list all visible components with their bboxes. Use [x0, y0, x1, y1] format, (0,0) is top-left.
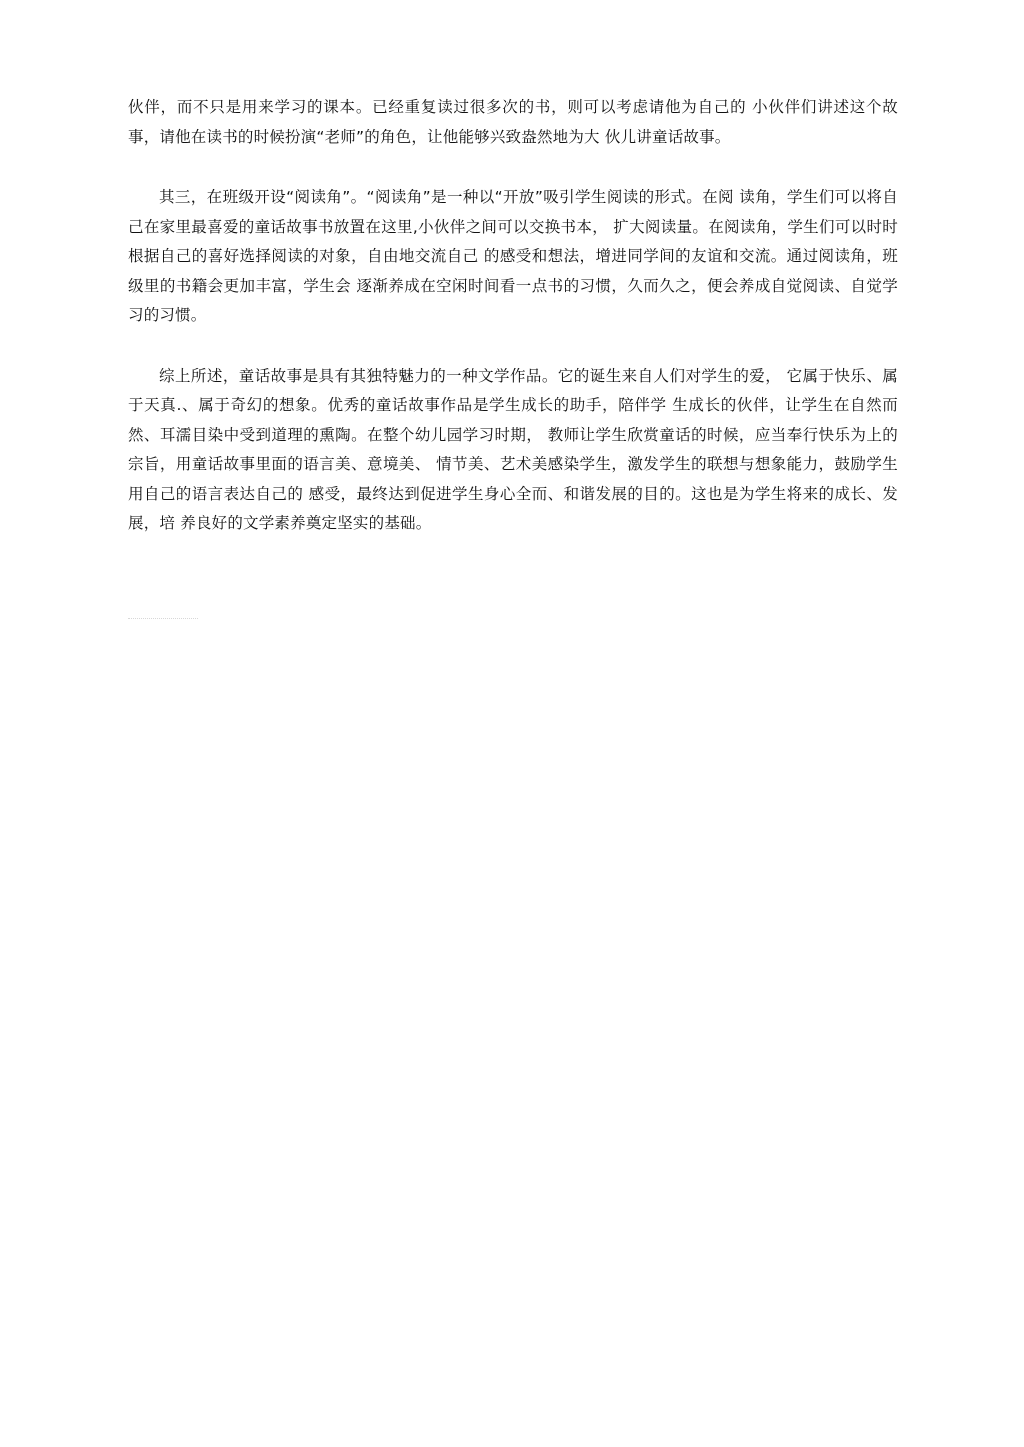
- paragraph-continuation: 伙伴，而不只是用来学习的课本。已经重复读过很多次的书，则可以考虑请他为自己的 小伙伴们讲述这个故事，请他在读书的时候扮演“老师”的角色，让他能够兴致盎然地为大 伙儿讲童话故事。: [128, 98, 898, 146]
- paragraph-gap: [128, 152, 898, 183]
- paragraph-gap: [128, 331, 898, 362]
- document-body: [128, 93, 898, 539]
- paragraph-reading-corner: 其三，在班级开设“阅读角”。“阅读角”是一种以“开放”吸引学生阅读的形式。在阅 读角，学生们可以将自己在家里最喜爱的童话故事书放置在这里,小伙伴之间可以交换书本， 扩大阅读量。在阅读角，学生们可以时时根据自己的喜好选择阅读的对象，自由地交流自己 的感受和想法，增进同学间的友谊和交流。通过阅读角，班级里的书籍会更加丰富，学生会 逐渐养成在空闲时间看一点书的习惯，久而久之，便会养成自觉阅读、自觉学习的习惯。: [128, 188, 898, 324]
- scan-artifact-divider: [128, 618, 198, 620]
- paragraph-conclusion: 综上所述，童话故事是具有其独特魅力的一种文学作品。它的诞生来自人们对学生的爱， 它属于快乐、属于天真.、属于奇幻的想象。优秀的童话故事作品是学生成长的助手，陪伴学 生成长的伙伴，让学生在自然而然、耳濡目染中受到道理的熏陶。在整个幼儿园学习时期， 教师让学生欣赏童话的时候，应当奉行快乐为上的宗旨，用童话故事里面的语言美、意境美、 情节美、艺术美感染学生，激发学生的联想与想象能力，鼓励学生用自己的语言表达自己的 感受，最终达到促进学生身心全而、和谐发展的目的。这也是为学生将来的成长、发展，培 养良好的文学素养奠定坚实的基础。: [128, 366, 898, 532]
